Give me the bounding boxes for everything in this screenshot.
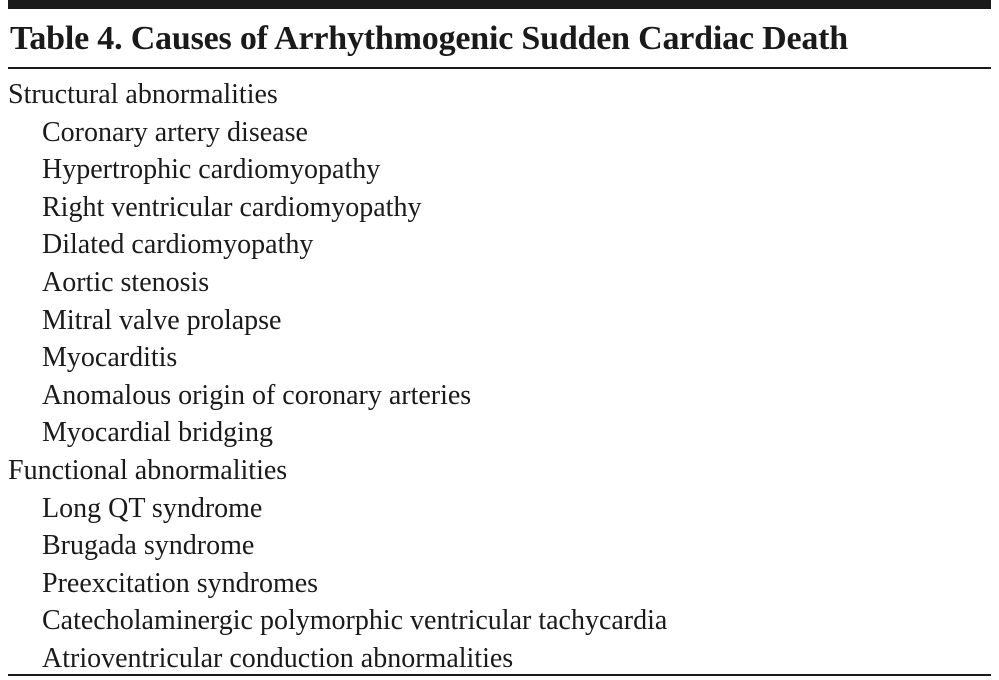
- causes-table: [8, 0, 991, 678]
- table-top-rule: [8, 0, 991, 9]
- table-title-rule: [8, 67, 991, 69]
- section-heading-functional: Functional abnormalities: [8, 454, 288, 486]
- list-item: Right ventricular cardiomyopathy: [42, 191, 422, 223]
- list-item: Long QT syndrome: [42, 492, 263, 524]
- list-item: Catecholaminergic polymorphic ventricular tachycardia: [42, 605, 668, 637]
- list-item: Myocarditis: [42, 342, 178, 374]
- list-item: Dilated cardiomyopathy: [42, 229, 314, 261]
- table-body: [8, 76, 991, 678]
- list-item: Preexcitation syndromes: [42, 567, 319, 599]
- table-bottom-rule: [8, 674, 991, 676]
- table-title: Table 4. Causes of Arrhythmogenic Sudden Cardiac Death: [10, 20, 849, 57]
- list-item: Hypertrophic cardiomyopathy: [42, 154, 381, 186]
- list-item: Myocardial bridging: [42, 417, 273, 449]
- list-item: Brugada syndrome: [42, 530, 255, 562]
- list-item: Mitral valve prolapse: [42, 304, 282, 336]
- list-item: Anomalous origin of coronary arteries: [42, 379, 472, 411]
- list-item: Coronary artery disease: [42, 116, 308, 148]
- list-item: Atrioventricular conduction abnormalities: [42, 642, 514, 674]
- section-heading-structural: Structural abnormalities: [8, 79, 278, 110]
- list-item: Aortic stenosis: [42, 266, 210, 298]
